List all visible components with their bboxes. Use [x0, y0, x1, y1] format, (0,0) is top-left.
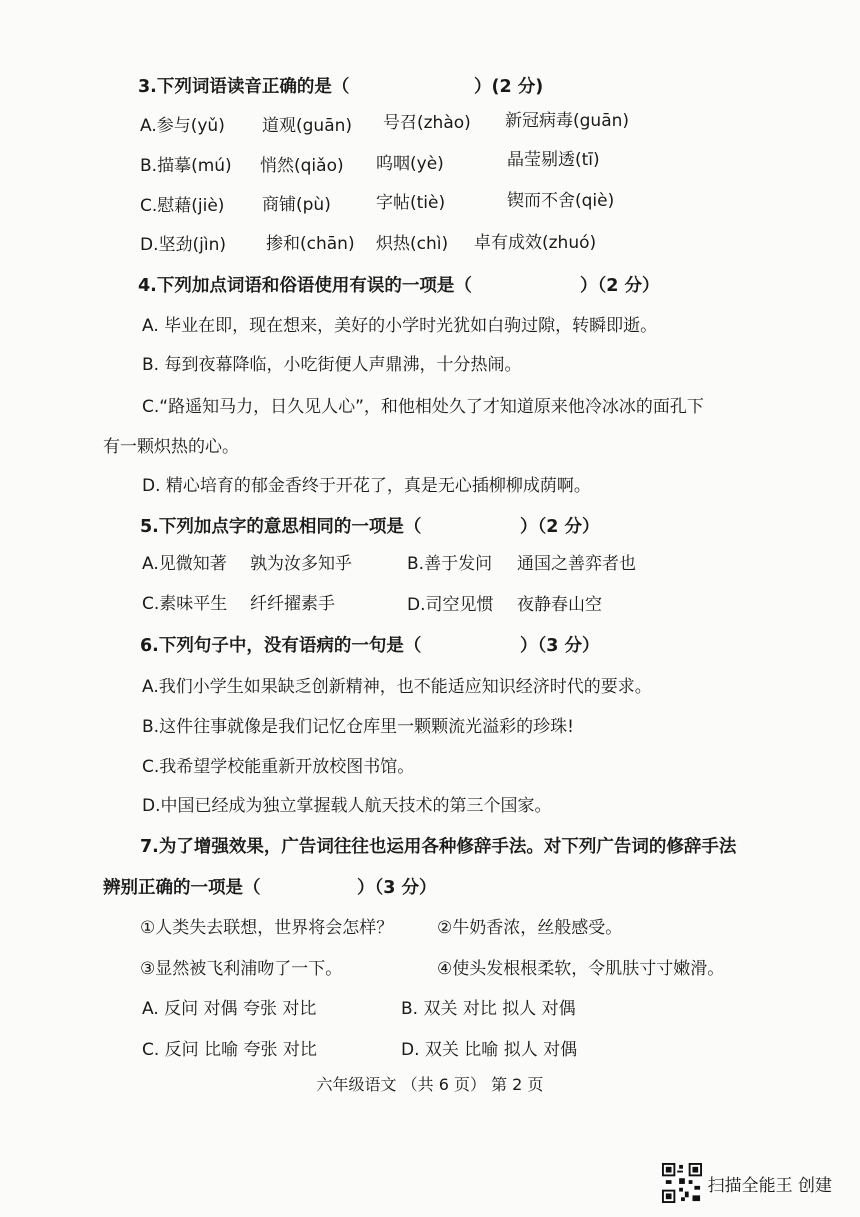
q3-d-4: 卓有成效(zhuó)	[474, 233, 597, 253]
q3-a-2: 道观(guān)	[262, 116, 353, 136]
q7-stem-line2: 辨别正确的一项是（	[103, 878, 261, 898]
q5-b-word: B.善于发问	[407, 554, 493, 574]
q7-option-d: D. 双关 比喻 拟人 对偶	[401, 1040, 578, 1060]
q4-option-c-line2: 有一颗炽热的心。	[103, 437, 239, 457]
q7-sentence-4: ④使头发根根柔软，令肌肤寸寸嫩滑。	[437, 959, 725, 979]
q6-option-a: A.我们小学生如果缺乏创新精神，也不能适应知识经济时代的要求。	[142, 677, 652, 697]
q7-sentence-3: ③显然被飞利浦吻了一下。	[140, 959, 343, 979]
q7-score: ）（3 分）	[357, 878, 437, 898]
q3-b-2: 悄然(qiǎo)	[260, 156, 344, 176]
q3-a-4: 新冠病毒(guān)	[505, 111, 630, 131]
qr-code-icon	[662, 1163, 702, 1203]
q5-a-sentence: 孰为汝多知乎	[250, 554, 352, 574]
q5-c-word: C.素味平生	[142, 594, 228, 614]
q4-score: ）（2 分）	[580, 276, 660, 296]
q6-stem: 6.下列句子中，没有语病的一句是（	[140, 636, 422, 656]
q6-score: ）（3 分）	[520, 636, 600, 656]
q4-stem: 4.下列加点词语和俗语使用有误的一项是（	[138, 276, 472, 296]
q3-b-4: 晶莹剔透(tī)	[507, 150, 600, 170]
q7-stem-line1: 7.为了增强效果，广告词往往也运用各种修辞手法。对下列广告词的修辞手法	[140, 837, 737, 857]
watermark-text: 扫描全能王 创建	[707, 1175, 832, 1196]
q3-a-1: A.参与(yǔ)	[140, 116, 225, 136]
q6-option-d: D.中国已经成为独立掌握载人航天技术的第三个国家。	[142, 796, 552, 816]
q5-stem: 5.下列加点字的意思相同的一项是（	[140, 517, 422, 537]
q5-score: ）（2 分）	[520, 517, 600, 537]
q3-d-1: D.坚劲(jìn)	[140, 235, 226, 255]
q3-c-1: C.慰藉(jiè)	[140, 196, 225, 216]
q3-c-4: 锲而不舍(qiè)	[507, 191, 615, 211]
q4-option-a: A. 毕业在即，现在想来，美好的小学时光犹如白驹过隙，转瞬即逝。	[142, 316, 658, 336]
q3-d-3: 炽热(chì)	[376, 234, 449, 254]
q3-c-2: 商铺(pù)	[262, 195, 331, 215]
q7-sentence-1: ①人类失去联想，世界将会怎样？	[140, 918, 394, 938]
page-footer: 六年级语文 （共 6 页） 第 2 页	[316, 1075, 544, 1094]
q3-a-3: 号召(zhào)	[383, 113, 471, 133]
q5-a-word: A.见微知著	[142, 554, 227, 574]
q5-d-sentence: 夜静春山空	[517, 595, 602, 615]
q3-d-2: 掺和(chān)	[266, 234, 355, 254]
q7-option-b: B. 双关 对比 拟人 对偶	[401, 999, 576, 1019]
q5-c-sentence: 纤纤擢素手	[250, 594, 335, 614]
scanner-watermark	[662, 1163, 832, 1203]
q6-option-c: C.我希望学校能重新开放校图书馆。	[142, 757, 415, 777]
q5-b-sentence: 通国之善弈者也	[517, 554, 636, 574]
q4-option-b: B. 每到夜幕降临，小吃街便人声鼎沸，十分热闹。	[142, 355, 522, 375]
q6-option-b: B.这件往事就像是我们记忆仓库里一颗颗流光溢彩的珍珠!	[142, 717, 574, 737]
q3-c-3: 字帖(tiè)	[376, 193, 446, 213]
q7-sentence-2: ②牛奶香浓，丝般感受。	[437, 918, 623, 938]
q3-score: ）(2 分)	[474, 77, 544, 97]
q3-b-1: B.描摹(mú)	[140, 156, 232, 176]
q3-stem: 3.下列词语读音正确的是（	[138, 77, 350, 97]
q7-option-a: A. 反问 对偶 夸张 对比	[142, 999, 317, 1019]
q4-option-d: D. 精心培育的郁金香终于开花了，真是无心插柳柳成荫啊。	[142, 476, 591, 496]
q3-b-3: 呜咽(yè)	[376, 154, 444, 174]
q4-option-c-line1: C.“路遥知马力，日久见人心”，和他相处久了才知道原来他冷冰冰的面孔下	[142, 397, 704, 417]
q7-option-c: C. 反问 比喻 夸张 对比	[142, 1040, 317, 1060]
q5-d-word: D.司空见惯	[407, 595, 494, 615]
